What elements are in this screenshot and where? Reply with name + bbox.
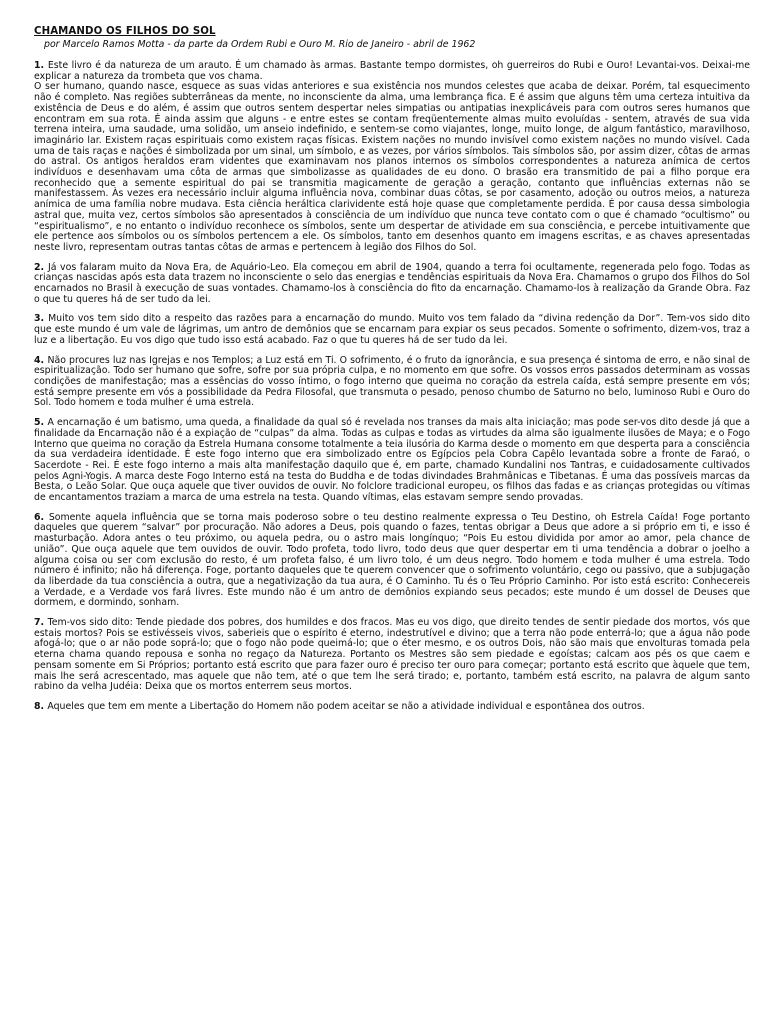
section-number: 7. — [34, 617, 48, 629]
paragraph-text: Somente aquela influência que se torna mais poderoso sobre o teu destino realmente expressa o Teu Destino, oh Estrela Caída! Foge portanto daqueles que querem “salvar” por procuração. Não adores a Deus, pois quando o fazes, tentas obrigar a Deus que adore a si próprio em ti, e isso é masturbação. Adora antes o teu próximo, ou aquela pedra, ou o astro mais longínquo; “Pois Eu estou dividida por amor ao amor, pela chance de união”. Que ouça aquele que tem ouvidos de ouvir. Todo profeta, todo livro, todo deus que quer despertar em ti uma tendência a dobrar o joelho a alguma coisa ou ser com exclusão do resto, é um profeta falso, é um livro tolo, é um deus negro. Todo homem e toda mulher é uma estrela. Todo número é infinito; não há diferença. Foge, portanto daqueles que te querem convencer que o sofrimento voluntário, cego ou passivo, que a subjugação da liberdade da tua consciência a outra, que a negativização da tua aura, é O Caminho. Tu és o Teu Próprio Caminho. Por isto está escrito: Conhecereis a Verdade, e a Verdade vos fará livres. Este mundo não é um antro de demônios expiando seus pecados; este mundo é um dossel de Deuses que dormem, e dormindo, sonham. — [34, 511, 750, 609]
section-number: 6. — [34, 511, 49, 523]
document-body — [34, 61, 750, 713]
paragraph-text: Não procures luz nas Igrejas e nos Templos; a Luz está em Ti. O sofrimento, é o fruto da ignorância, e sua presença é sintoma de erro, e não sinal de espiritualização. Todo ser humano que sofre, sofre por sua própria culpa, e no momento em que sofre. Os vossos erros passados determinam as vossas condições de manifestação; mas a essências do vosso íntimo, o fogo interno que queima no coração da estrela caída, está sempre presente em vós; está sempre presente em vós a possibilidade da Pedra Filosofal, que transmuta o pesado, penoso chumbo de Saturno no belo, luminoso Rubi e Ouro do Sol. Todo homem e toda mulher é uma estrela. — [34, 354, 750, 409]
document-subtitle: por Marcelo Ramos Motta - da parte da Ordem Rubi e Ouro M. Rio de Janeiro - abril de 1962 — [44, 39, 476, 50]
section-5 — [34, 418, 750, 504]
section-8 — [34, 702, 750, 713]
document-title: CHAMANDO OS FILHOS DO SOL — [34, 26, 216, 37]
section-6 — [34, 513, 750, 609]
section-number: 2. — [34, 261, 48, 273]
section-number: 3. — [34, 313, 49, 325]
section-paragraph — [34, 314, 750, 346]
section-1 — [34, 61, 750, 254]
section-paragraph — [34, 618, 750, 693]
paragraph-text: O ser humano, quando nasce, esquece as suas vidas anteriores e sua existência nos mundos celestes que acaba de deixar. Porém, tal esquecimento não é completo. Nas regiões subterrâneas da mente, no inconsciente da alma, uma lembrança fica. E é assim que alguns têm uma certeza intuitiva da existência de Deus e do além, é assim que outros sentem despertar neles simpatias ou antipatias inexplicáveis para com outros seres humanos que encontram em sua rota. É ainda assim que alguns - e entre estes se contam freqüentemente almas muito evoluídas - sentem, através de sua vida terrena inteira, uma saudade, uma solidão, um anseio indefinido, e sentem-se como viajantes, longe, muito longe, de algum fantástico, maravilhoso, imaginário lar. Existem raças espirituais como existem raças físicas. Existem nações no mundo invisível como existem nações no mundo visível. Cada uma de tais raças e nações é simbolizada por um sinal, um símbolo, e as vezes, por vários símbolos. Tais símbolos são, por assim dizer, côtas de armas do astral. Os antigos heraldos eram videntes que examinavam nos planos internos os símbolos correspondentes a natureza anímica de certos indivíduos e desenhavam uma côta de armas que simbolizasse as qualidades de eu dono. O brasão era transmitido de pai a filho porque era reconhecido que a semente espiritual do pai se transmitia magicamente de geração a geração, contanto que influências externas não se manifestassem. Às vezes era necessário incluir alguma influência nova, combinar duas côtas, se por casamento, adoção ou outros meios, a natureza anímica de uma família nobre mudava. Esta ciência heráltica clarividente está hoje quase que completamente perdida. É por causa dessa simbologia astral que, muita vez, certos símbolos são apresentados à consciência de um indivíduo que nunca teve contato com o que é chamado “ocultismo” ou “espiritualismo”, e no entanto o indivíduo reconhece os símbolos, sente um despertar de atividade em sua consciência, e percebe intuitivamente que ele pertence aos símbolos ou os símbolos pertencem a ele. Os símbolos, tanto em desenhos quanto em imagens escritas, e as chaves apresentadas neste livro, representam outras tantas côtas de armas e pertencem à legião dos Filhos do Sol. — [34, 81, 750, 253]
section-4 — [34, 356, 750, 410]
paragraph-text: Aqueles que tem em mente a Libertação do Homem não podem aceitar se não a atividade individual e espontânea dos outros. — [47, 700, 645, 712]
section-paragraph — [34, 356, 750, 410]
paragraph-text: A encarnação é um batismo, uma queda, a finalidade da qual só é revelada nos transes da mais alta iniciação; mas pode ser-vos dito desde já que a finalidade da Encarnação não é a expiação de “culpas” da alma. Todas as culpas e todas as virtudes da alma são igualmente ilusões de Maya; e o Fogo Interno que queima no coração da Estrela Humana consome totalmente a teia ilusória do Karma desde o momento em que desperta para a consciência da sua verdadeira identidade. É este fogo interno que era simbolizado entre os Egípcios pela Cobra Capêlo levantada sobre a fronte de Faraó, o Sacerdote - Rei. É este fogo interno a mais alta manifestação daquilo que é, em parte, chamado Kundalini nos Tantras, e cuidadosamente cultivados pelos Agni-Yogis. A marca deste Fogo Interno está na testa do Buddha e de todas divindades Brahmânicas e Tibetanas. É uma das possíveis marcas da Besta, o Leão Solar. Que ouça aquele que tiver ouvidos de ouvir. No folclore tradicional europeu, os filhos das fadas e as crianças protegidas ou vítimas de encantamentos traziam a marca de uma estrela na testa. Quando vítimas, elas estavam sempre sendo provadas. — [34, 417, 750, 504]
section-paragraph — [34, 702, 750, 713]
section-number: 8. — [34, 700, 48, 712]
section-paragraph — [34, 61, 750, 82]
section-3 — [34, 314, 750, 346]
paragraph-text: Já vos falaram muito da Nova Era, de Aquário-Leo. Ela começou em abril de 1904, quando a terra foi ocultamente, regenerada pelo fogo. Todas as crianças nascidas após esta data trazem no inconsciente o selo das energias e tendências espirituais da Nova Era. Chamamos o grupo dos Filhos do Sol encarnados no Brasil à execução de suas vontades. Chamamo-los à consciência do fito da encarnação. Chamamo-los à realização da Grande Obra. Faz o que tu queres há de ser tudo da lei. — [34, 261, 750, 305]
section-number: 1. — [34, 60, 48, 71]
section-paragraph — [34, 513, 750, 609]
section-paragraph — [34, 82, 750, 253]
paragraph-text: Tem-vos sido dito: Tende piedade dos pobres, dos humildes e dos fracos. Mas eu vos digo, que direito tendes de sentir piedade dos mortos, vós que estais mortos? Pois se estivésseis vivos, saberieis que o espírito é eterno, indestrutível e divino; que a terra não pode enterrá-lo; que a água não pode afogá-lo; que o ar não pode soprá-lo; que o fogo não pode queimá-lo; que o éter mesmo, e os outros Dois, não são mais que envolturas tomada pela eterna chama quando repousa e sonha no regaço da Natureza. Portanto os Mestres são sem piedade e egoístas; calcam aos pés os que caem e pensam somente em Si Próprios; portanto está escrito que para fazer ouro é preciso ter ouro para começar; portanto está escrito que àquele que tem, mais lhe será acrescentado, mas aquele que não tem, até o que tem lhe será tirado; e, portanto, também está escrito, na palavra de algum santo rabino da velha Judéia: Deixa que os mortos enterrem seus mortos. — [34, 617, 750, 693]
document-page — [34, 26, 750, 713]
section-7 — [34, 618, 750, 693]
section-number: 5. — [34, 417, 48, 429]
paragraph-text: Muito vos tem sido dito a respeito das razões para a encarnação do mundo. Muito vos tem falado da “divina redenção da Dor”. Tem-vos sido dito que este mundo é um vale de lágrimas, um antro de demônios que se encarnam para expiar os seus pecados. Somente o sofrimento, dizem-vos, traz a luz e a libertação. Eu vos digo que tudo isso está acabado. Faz o que tu queres há de ser tudo da lei. — [34, 313, 750, 346]
section-paragraph — [34, 418, 750, 504]
section-number: 4. — [34, 354, 48, 366]
section-paragraph — [34, 263, 750, 306]
paragraph-text: Este livro é da natureza de um arauto. É um chamado às armas. Bastante tempo dormistes, oh guerreiros do Rubi e Ouro! Levantai-vos. Deixai-me explicar a natureza da trombeta que vos chama. — [34, 60, 750, 82]
section-2 — [34, 263, 750, 306]
